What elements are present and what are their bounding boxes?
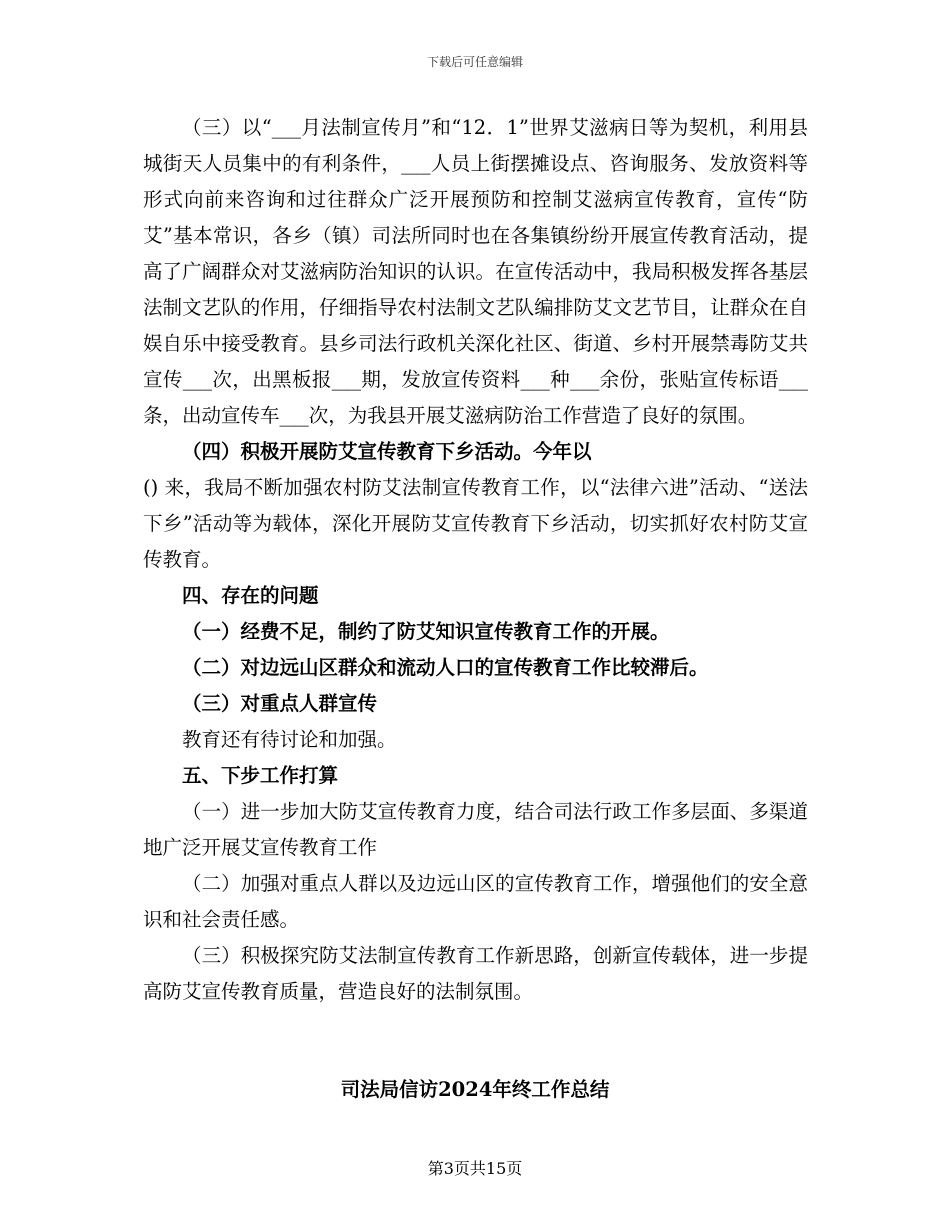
next-step-item-3: （三）积极探究防艾法制宣传教育工作新思路，创新宣传载体，进一步提高防艾宣传教育质量，营造良好的法制氛围。 xyxy=(143,944,808,1003)
paragraph-publicity-month: （三）以“___月法制宣传月”和“12．1”世界艾滋病日等为契机，利用县城街天人员集中的有利条件，___人员上街摆摊设点、咨询服务、发放资料等形式向前来咨询和过往群众广泛开展预防和控制艾滋病宣传教育，宣传“防艾”基本常识，各乡（镇）司法所同时也在各集镇纷纷开展宣传教育活动，提高了广阔群众对艾滋病防治知识的认识。在宣传活动中，我局积极发挥各基层法制文艺队的作用，仔细指导农村法制文艺队编排防艾文艺节目，让群众在自娱自乐中接受教育。县乡司法行政机关深化社区、街道、乡村开展禁毒防艾共宣传___次，出黑板报___期，发放宣传资料___种___余份，张贴宣传标语___条，出动宣传车___次，为我县开展艾滋病防治工作营造了良好的氛围。 xyxy=(143,116,808,427)
page-header: 下载后可任意编辑 xyxy=(426,55,523,69)
problem-item-3-continued: 教育还有待讨论和加强。 xyxy=(182,728,397,751)
heading-problems: 四、存在的问题 xyxy=(182,584,319,607)
page-number: 第3页共15页 xyxy=(427,1159,523,1178)
problem-item-3: （三）对重点人群宣传 xyxy=(182,692,378,715)
heading-next-steps: 五、下步工作打算 xyxy=(182,764,339,787)
next-document-title: 司法局信访2024年终工作总结 xyxy=(340,1078,610,1101)
heading-rural-activities: （四）积极开展防艾宣传教育下乡活动。今年以 xyxy=(182,440,592,463)
next-step-item-2: （二）加强对重点人群以及边远山区的宣传教育工作，增强他们的安全意识和社会责任感。 xyxy=(143,872,808,931)
next-step-item-1: （一）进一步加大防艾宣传教育力度，结合司法行政工作多层面、多渠道地广泛开展艾宣传教育工作 xyxy=(143,800,808,859)
paragraph-rural-activities: () 来，我局不断加强农村防艾法制宣传教育工作，以“法律六进”活动、“送法下乡”活动等为载体，深化开展防艾宣传教育下乡活动，切实抓好农村防艾宣传教育。 xyxy=(143,476,808,571)
problem-item-1: （一）经费不足，制约了防艾知识宣传教育工作的开展。 xyxy=(182,620,670,643)
problem-item-2: （二）对边远山区群众和流动人口的宣传教育工作比较滞后。 xyxy=(182,656,709,679)
document-body xyxy=(143,110,808,1010)
